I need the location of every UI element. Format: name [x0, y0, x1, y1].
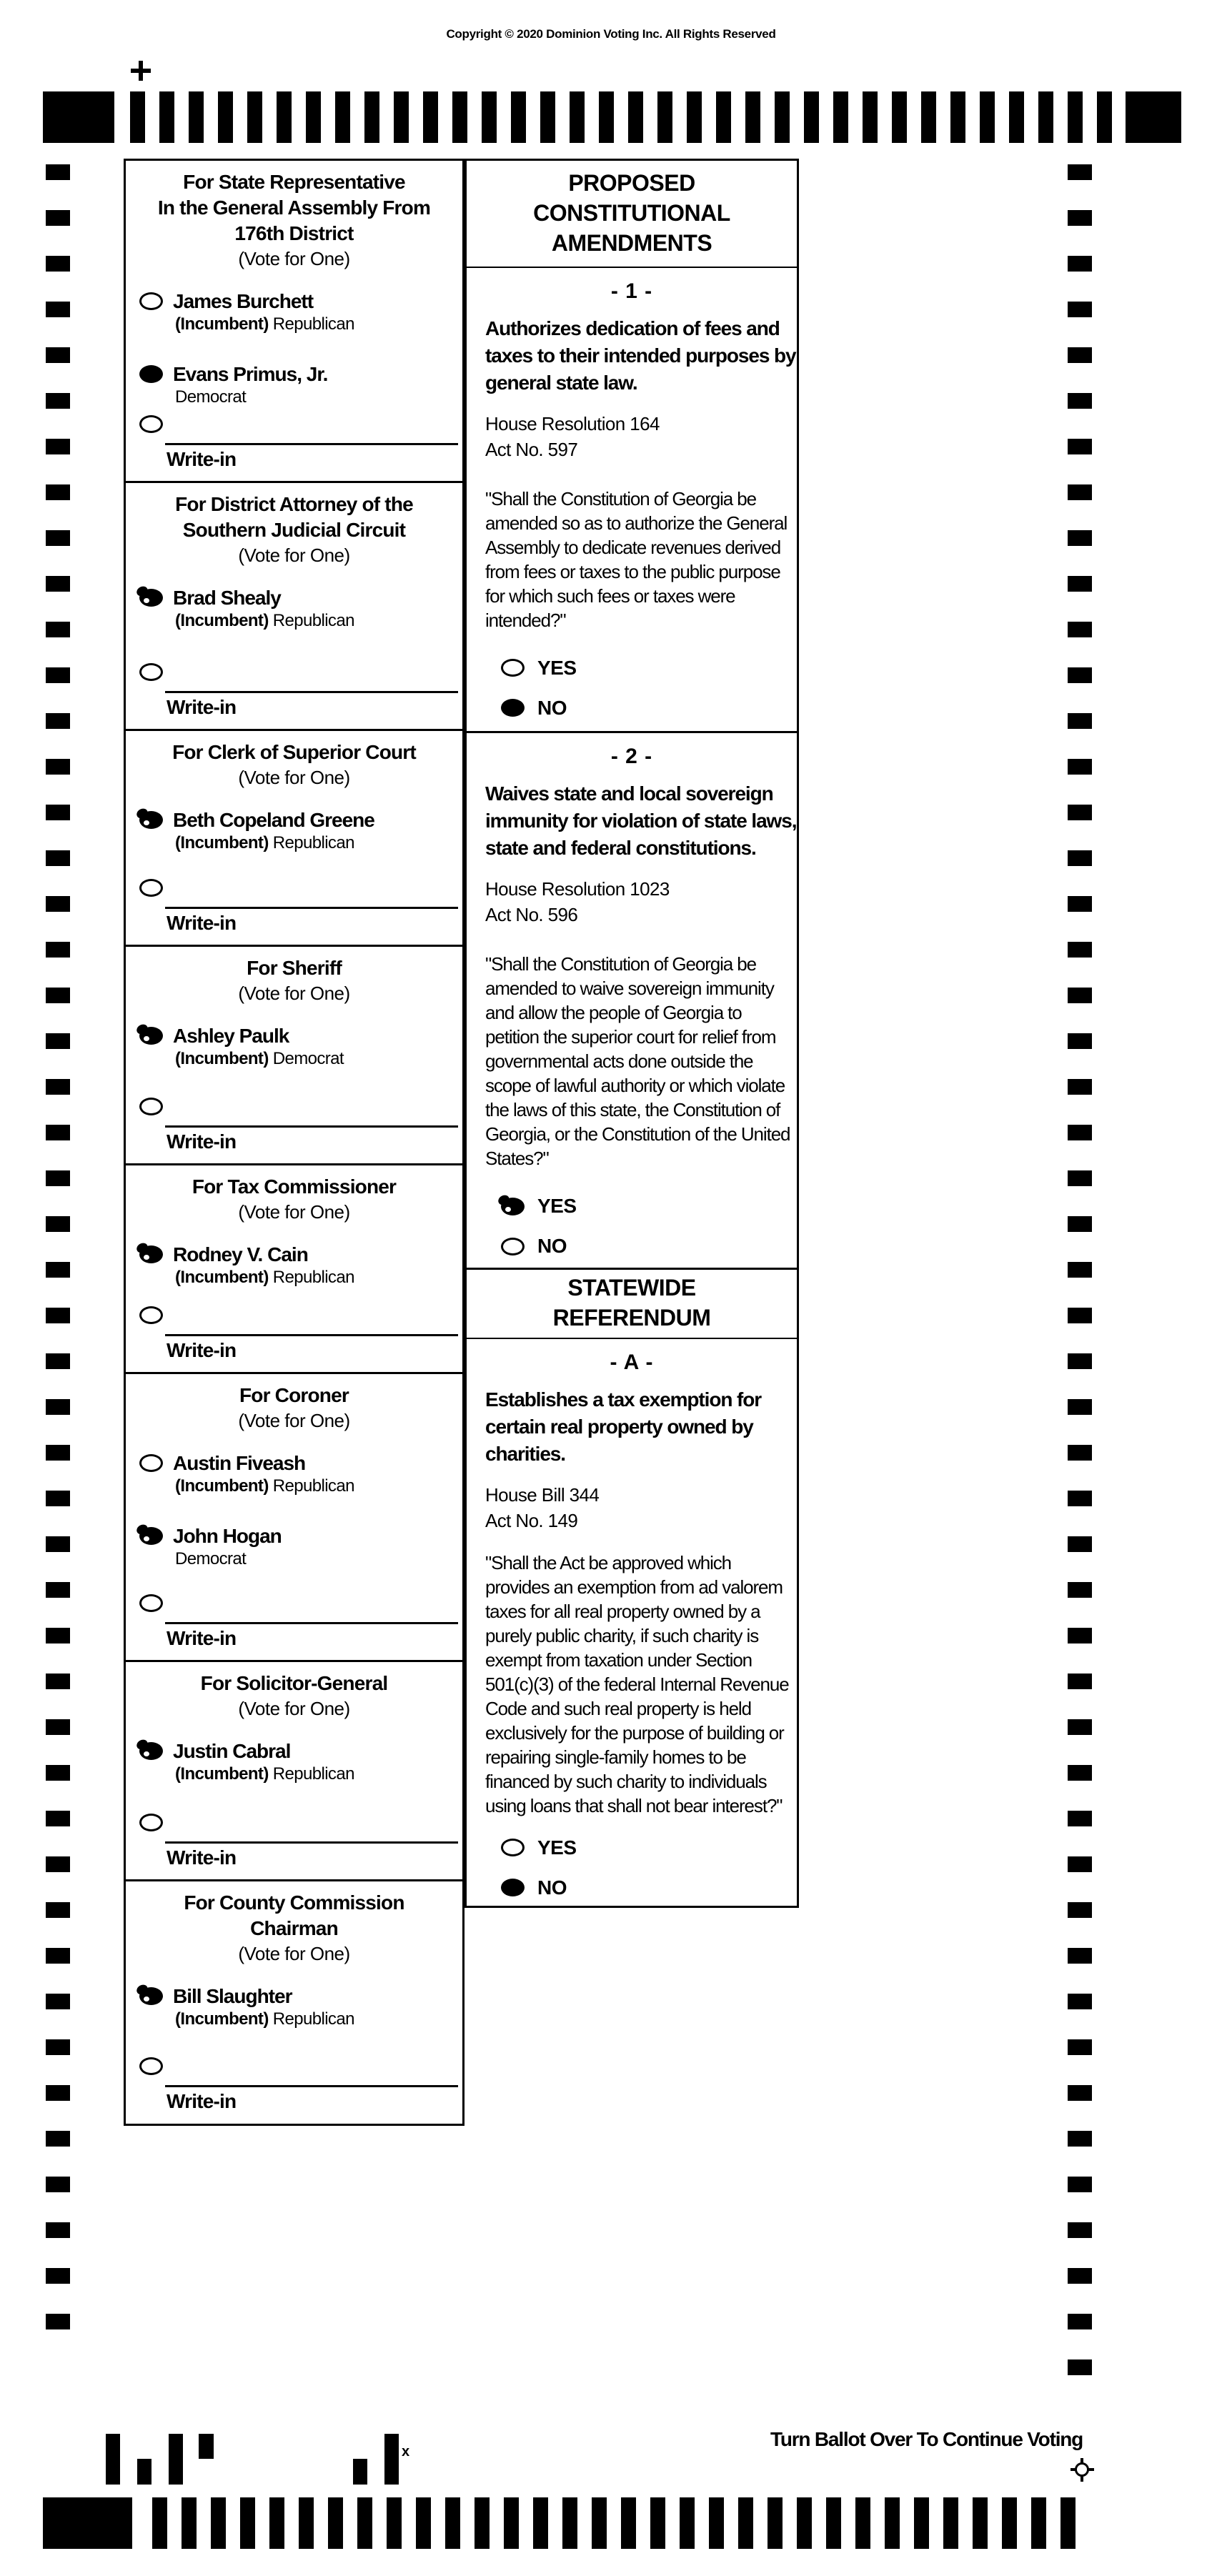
measure-summary-line: general state law.	[485, 371, 637, 394]
party-label: (Incumbent) Republican	[175, 2009, 354, 2029]
alignment-crosshair-icon	[1071, 2458, 1098, 2485]
measure-question-line: amended to waive sovereign immunity	[485, 978, 774, 1000]
candidate-row	[126, 1024, 462, 1070]
measure-question-line: and allow the people of Georgia to	[485, 1002, 742, 1024]
measure-authority	[485, 411, 778, 462]
candidate-row	[126, 1524, 462, 1570]
barcode-bar	[384, 2434, 399, 2485]
measure-number: - 1 -	[610, 279, 653, 303]
write-in-line[interactable]	[165, 2085, 458, 2087]
turn-ballot-notice: Turn Ballot Over To Continue Voting	[770, 2428, 1083, 2450]
vote-instruction: (Vote for One)	[238, 1410, 350, 1431]
no-option	[485, 697, 778, 720]
candidate-name: James Burchett	[173, 290, 314, 312]
party-label: (Incumbent) Republican	[175, 1764, 354, 1784]
vote-instruction: (Vote for One)	[238, 1201, 350, 1223]
write-in-line[interactable]	[165, 443, 458, 445]
left-timing-column	[46, 164, 70, 2338]
measure-authority-line: House Resolution 164	[485, 412, 660, 434]
barcode-bar	[353, 2459, 367, 2485]
write-in-block	[126, 1306, 462, 1372]
vote-oval[interactable]	[501, 659, 525, 677]
measure-summary-line: charities.	[485, 1442, 565, 1465]
vote-oval[interactable]	[139, 1987, 163, 2005]
measure-question-line: amended so as to authorize the General	[485, 512, 788, 534]
candidate-row	[126, 1451, 462, 1497]
race-sheriff	[126, 945, 462, 1163]
write-in-label: Write-in	[167, 1627, 237, 1649]
measure-summary-line: state and federal constitutions.	[485, 837, 756, 860]
measure-question-line: "Shall the Constitution of Georgia be	[485, 953, 757, 975]
measure-question-line: the laws of this state, the Constitution of	[485, 1099, 780, 1121]
candidate-name: Justin Cabral	[173, 1740, 291, 1762]
measure-summary	[485, 315, 796, 397]
write-in-label: Write-in	[167, 448, 237, 470]
measure-summary-line: Authorizes dedication of fees and	[485, 317, 780, 339]
vote-oval[interactable]	[139, 365, 163, 383]
contest-column	[124, 159, 465, 2126]
barcode-bar	[106, 2434, 120, 2485]
yes-option	[485, 657, 778, 680]
measure-question-line: "Shall the Constitution of Georgia be	[485, 487, 757, 509]
option-label: YES	[537, 656, 577, 679]
timing-bars	[130, 91, 1126, 143]
measure-authority-line: Act No. 596	[485, 904, 578, 926]
measure-authority	[485, 876, 778, 928]
measure-question-line: taxes for all real property owned by a	[485, 1600, 760, 1622]
race-title-line: 176th District	[234, 222, 354, 244]
write-in-block	[126, 663, 462, 729]
yes-option	[485, 1195, 778, 1218]
write-in-line[interactable]	[165, 1334, 458, 1336]
no-option	[485, 1876, 778, 1899]
write-in-line[interactable]	[165, 1622, 458, 1624]
write-in-oval[interactable]	[139, 415, 163, 433]
incumbent-label: (Incumbent)	[175, 611, 269, 630]
race-title-line: For Coroner	[239, 1384, 349, 1406]
measure-question-line: provides an exemption from ad valorem	[485, 1576, 783, 1598]
candidate-name: Brad Shealy	[173, 587, 281, 609]
measure-question	[485, 487, 788, 632]
measure-question-line: governmental acts done outside the	[485, 1050, 753, 1073]
measure-question-line: 501(c)(3) of the federal Internal Revenue	[485, 1673, 789, 1695]
candidate-name: Evans Primus, Jr.	[173, 363, 328, 385]
party-label: (Incumbent) Republican	[175, 611, 354, 630]
timing-block	[1126, 91, 1181, 143]
option-label: NO	[537, 1876, 567, 1899]
vote-instruction: (Vote for One)	[238, 1698, 350, 1719]
write-in-block	[126, 1594, 462, 1660]
measure-question-line: intended?"	[485, 609, 566, 631]
write-in-label: Write-in	[167, 2090, 237, 2112]
measure-question-line: States?"	[485, 1148, 549, 1170]
race-title-line: For State Representative	[183, 171, 405, 193]
header-line: REFERENDUM	[552, 1305, 711, 1331]
measure-amendment-2	[467, 731, 797, 1268]
write-in-oval[interactable]	[139, 1098, 163, 1115]
referendum-header	[467, 1268, 797, 1339]
measure-summary-line: Establishes a tax exemption for	[485, 1388, 762, 1411]
write-in-oval[interactable]	[139, 1306, 163, 1324]
option-label: YES	[537, 1195, 577, 1218]
measure-question-line: Georgia, or the Constitution of the United	[485, 1123, 790, 1145]
vote-instruction: (Vote for One)	[238, 248, 350, 269]
measure-amendment-1	[467, 268, 797, 731]
race-title-line: For County Commission	[184, 1891, 404, 1914]
right-timing-column	[1068, 164, 1092, 2402]
timing-block	[43, 2497, 132, 2549]
option-label: NO	[537, 696, 567, 719]
measure-number: - A -	[610, 1350, 654, 1374]
incumbent-label: (Incumbent)	[175, 833, 269, 852]
incumbent-label: (Incumbent)	[175, 1476, 269, 1496]
write-in-oval[interactable]	[139, 879, 163, 897]
write-in-label: Write-in	[167, 696, 237, 718]
race-clerk-superior-court	[126, 729, 462, 945]
race-title-line: Chairman	[250, 1917, 338, 1939]
party-label: (Incumbent) Republican	[175, 314, 354, 334]
race-state-representative	[126, 161, 462, 481]
candidate-row	[126, 586, 462, 632]
header-line: PROPOSED	[568, 170, 695, 196]
write-in-label: Write-in	[167, 1130, 237, 1153]
write-in-label: Write-in	[167, 1339, 237, 1361]
option-label: NO	[537, 1235, 567, 1258]
vote-oval[interactable]	[501, 1839, 525, 1856]
option-label: YES	[537, 1836, 577, 1859]
write-in-oval[interactable]	[139, 1594, 163, 1612]
measure-question-line: exempt from taxation under Section	[485, 1648, 752, 1671]
timing-marks-bottom	[43, 2497, 1090, 2549]
measure-question-line: repairing single-family homes to be	[485, 1746, 746, 1768]
party-label: Democrat	[175, 387, 247, 407]
write-in-oval[interactable]	[139, 663, 163, 681]
race-title-line: For Tax Commissioner	[192, 1175, 397, 1198]
vote-instruction: (Vote for One)	[238, 983, 350, 1004]
candidate-row	[126, 808, 462, 854]
vote-oval[interactable]	[139, 811, 163, 829]
candidate-name: Rodney V. Cain	[173, 1243, 308, 1265]
vote-oval[interactable]	[501, 1879, 525, 1896]
candidate-row	[126, 1739, 462, 1785]
measure-question-line: exclusively for the purpose of building or	[485, 1721, 784, 1744]
vote-oval[interactable]	[139, 1527, 163, 1545]
barcode-bar	[137, 2459, 151, 2485]
write-in-label: Write-in	[167, 1846, 237, 1869]
measure-authority-line: House Bill 344	[485, 1483, 600, 1506]
vote-oval[interactable]	[139, 1027, 163, 1045]
write-in-line[interactable]	[165, 1125, 458, 1128]
measure-question	[485, 1551, 789, 1818]
incumbent-label: (Incumbent)	[175, 314, 269, 334]
timing-block	[43, 91, 114, 143]
race-district-attorney	[126, 481, 462, 729]
measure-summary-line: immunity for violation of state laws,	[485, 810, 797, 832]
race-title-line: For Solicitor-General	[200, 1672, 388, 1694]
header-line: STATEWIDE	[567, 1275, 696, 1301]
measure-question-line: petition the superior court for relief from	[485, 1026, 776, 1048]
measure-authority-line: Act No. 149	[485, 1509, 578, 1531]
vote-oval[interactable]	[139, 292, 163, 310]
party-label: (Incumbent) Democrat	[175, 1049, 344, 1068]
vote-oval[interactable]	[139, 1454, 163, 1472]
incumbent-label: (Incumbent)	[175, 1764, 269, 1784]
vote-oval[interactable]	[139, 589, 163, 607]
vote-oval[interactable]	[501, 1238, 525, 1255]
vote-oval[interactable]	[139, 1245, 163, 1263]
write-in-oval[interactable]	[139, 1814, 163, 1831]
measure-question-line: from fees or taxes to the public purpose	[485, 560, 780, 582]
yes-option	[485, 1836, 778, 1859]
barcode-bar	[199, 2434, 214, 2459]
race-title-line: In the General Assembly From	[157, 197, 431, 219]
measure-question-line: financed by such charity to individuals	[485, 1770, 767, 1792]
measure-question-line: "Shall the Act be approved which	[485, 1551, 732, 1573]
measure-summary-line: Waives state and local sovereign	[485, 782, 773, 805]
measure-summary	[485, 780, 797, 862]
party-label: Democrat	[175, 1549, 247, 1568]
measure-authority-line: House Resolution 1023	[485, 878, 670, 900]
measure-summary-line: taxes to their intended purposes by	[485, 344, 796, 367]
vote-oval[interactable]	[501, 699, 525, 717]
race-title-line: For District Attorney of the	[175, 493, 413, 515]
measure-question-line: scope of lawful authority or which violate	[485, 1075, 785, 1097]
write-in-line[interactable]	[165, 691, 458, 693]
incumbent-label: (Incumbent)	[175, 2009, 269, 2029]
measure-summary-line: certain real property owned by	[485, 1415, 753, 1438]
party-label: (Incumbent) Republican	[175, 1476, 354, 1496]
candidate-name: Ashley Paulk	[173, 1025, 289, 1047]
race-title-line: Southern Judicial Circuit	[182, 519, 406, 541]
incumbent-label: (Incumbent)	[175, 1049, 269, 1068]
measure-question-line: purely public charity, if such charity is	[485, 1624, 759, 1646]
race-tax-commissioner	[126, 1163, 462, 1372]
candidate-name: Beth Copeland Greene	[173, 809, 374, 831]
party-label: (Incumbent) Republican	[175, 1268, 354, 1287]
barcode-bar	[169, 2434, 183, 2485]
crosshair-ring	[1075, 2462, 1089, 2477]
write-in-label: Write-in	[167, 912, 237, 934]
timing-bars	[152, 2497, 1090, 2549]
candidate-name: John Hogan	[173, 1525, 282, 1547]
candidate-row	[126, 1243, 462, 1288]
race-solicitor-general	[126, 1660, 462, 1879]
write-in-oval[interactable]	[139, 2057, 163, 2075]
vote-instruction: (Vote for One)	[238, 1943, 350, 1964]
vote-instruction: (Vote for One)	[238, 767, 350, 788]
candidate-row	[126, 1984, 462, 2030]
write-in-block	[126, 1098, 462, 1163]
incumbent-label: (Incumbent)	[175, 1268, 269, 1287]
race-coroner	[126, 1372, 462, 1660]
measure-authority-line: Act No. 597	[485, 438, 578, 460]
amendments-header	[467, 161, 797, 268]
measure-question	[485, 952, 790, 1170]
vote-oval[interactable]	[501, 1198, 525, 1215]
race-title-line: For Sheriff	[247, 957, 342, 979]
no-option	[485, 1235, 778, 1258]
vote-instruction: (Vote for One)	[238, 544, 350, 566]
write-in-line[interactable]	[165, 907, 458, 909]
measure-question-line: using loans that shall not bear interest?"	[485, 1794, 783, 1816]
header-line: AMENDMENTS	[551, 230, 712, 256]
write-in-block	[126, 2057, 462, 2123]
candidate-name: Bill Slaughter	[173, 1985, 292, 2007]
barcode-glyph: x	[402, 2444, 410, 2460]
candidate-row	[126, 362, 462, 408]
registration-plus-icon	[131, 61, 151, 81]
write-in-block	[126, 415, 462, 481]
write-in-block	[126, 1814, 462, 1879]
party-label: (Incumbent) Republican	[175, 833, 354, 852]
candidate-row	[126, 289, 462, 335]
timing-marks-top	[43, 91, 1181, 143]
write-in-line[interactable]	[165, 1841, 458, 1844]
measure-referendum-a	[467, 1339, 797, 1906]
race-title-line: For Clerk of Superior Court	[172, 741, 416, 763]
candidate-name: Austin Fiveash	[173, 1452, 306, 1474]
measure-question-line: Code and such real property is held	[485, 1697, 751, 1719]
header-line: CONSTITUTIONAL	[533, 200, 730, 226]
race-county-commission-chairman	[126, 1879, 462, 2123]
measures-column	[465, 159, 799, 1908]
vote-oval[interactable]	[139, 1742, 163, 1760]
measure-number: - 2 -	[610, 745, 653, 769]
measure-question-line: Assembly to dedicate revenues derived	[485, 536, 781, 558]
measure-authority	[485, 1482, 778, 1533]
copyright-line: Copyright © 2020 Dominion Voting Inc. All Rights Reserved	[446, 27, 776, 41]
measure-summary	[485, 1386, 778, 1468]
measure-question-line: for which such fees or taxes were	[485, 585, 735, 607]
write-in-block	[126, 879, 462, 945]
